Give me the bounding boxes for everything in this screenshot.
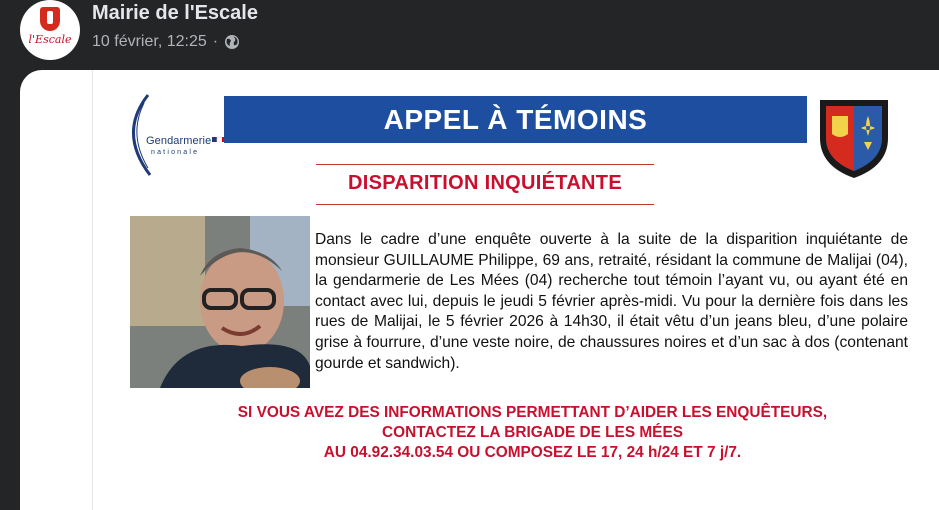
globe-icon[interactable] — [224, 34, 240, 50]
cta-line-3: AU 04.92.34.03.54 OU COMPOSEZ LE 17, 24 h/24 ET 7 j/7. — [323, 444, 742, 461]
subtitle: DISPARITION INQUIÉTANTE — [348, 172, 622, 194]
post-meta — [92, 33, 240, 51]
page-name-link[interactable]: Mairie de l'Escale — [92, 2, 258, 24]
contact-call-to-action — [150, 403, 915, 463]
cta-line-1: SI VOUS AVEZ DES INFORMATIONS PERMETTANT D’AIDER LES ENQUÊTEURS, — [237, 404, 828, 421]
gendarmerie-label: Gendarmerie — [146, 135, 212, 147]
escale-logo-icon — [40, 7, 60, 31]
post-header — [0, 0, 939, 70]
avatar-logo-text: l'Escale — [28, 33, 72, 46]
cta-line-2: CONTACTEZ LA BRIGADE DE LES MÉES — [382, 424, 683, 441]
subtitle-rule-top — [316, 164, 654, 165]
meta-separator: · — [212, 33, 219, 50]
subtitle-rule-bottom — [316, 204, 654, 205]
post-timestamp[interactable]: 10 février, 12:25 — [92, 33, 207, 50]
page-avatar[interactable] — [20, 0, 80, 60]
missing-person-photo — [130, 216, 310, 388]
gendarmerie-sublabel: nationale — [151, 149, 200, 156]
banner-title: APPEL À TÉMOINS — [224, 96, 807, 143]
coat-of-arms-icon — [818, 98, 890, 180]
appeal-body-text: Dans le cadre d’une enquête ouverte à la suite de la disparition inquiétante de monsieur GUILLAUME Philippe, 69 ans, retraité, résidant la commune de Malijai (04), la gendarmerie de Les Mées (04) recherche tout témoin l’ayant vu, ou ayant été en contact avec lui, depuis le jeudi 5 février après-midi. Vu pour la dernière fois dans les rues de Malijai, le 5 février 2026 à 14h30, il était vêtu d’un jeans bleu, d’une polaire grise à fourrure, d’une veste noire, de chaussures noires et d’un sac à dos (contenant gourde et sandwich). — [315, 231, 908, 372]
